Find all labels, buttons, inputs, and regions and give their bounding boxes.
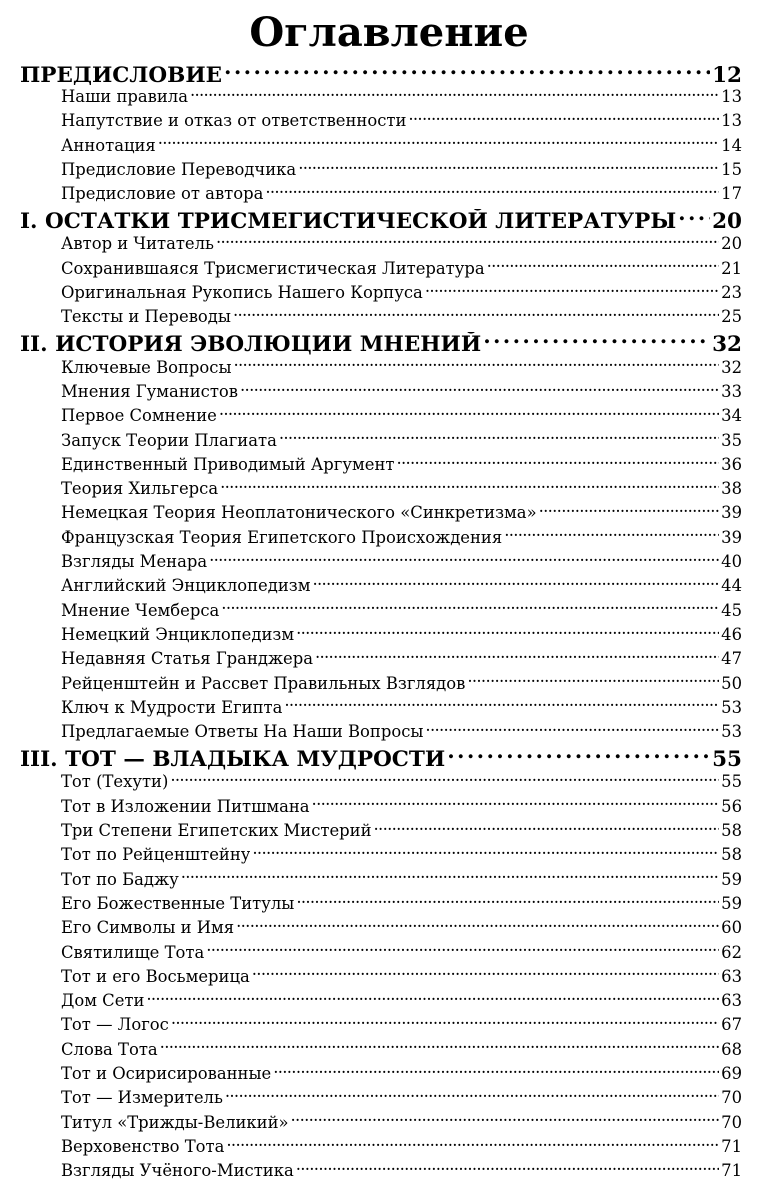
toc-entry-title: Запуск Теории Плагиата bbox=[61, 430, 277, 450]
toc-section-entry[interactable] bbox=[20, 453, 742, 477]
toc-section-entry[interactable] bbox=[20, 380, 742, 404]
toc-entry-title: Тексты и Переводы bbox=[61, 307, 231, 327]
toc-page-number: 59 bbox=[721, 893, 742, 913]
toc-section-entry[interactable] bbox=[20, 1159, 742, 1183]
toc-section-entry[interactable] bbox=[20, 281, 742, 305]
toc-page-number: 39 bbox=[721, 503, 742, 523]
toc-page-number: 17 bbox=[721, 184, 742, 204]
toc-entry-title: Английский Энциклопедизм bbox=[61, 576, 311, 596]
dot-leader bbox=[676, 206, 710, 228]
toc-section-entry[interactable] bbox=[20, 404, 742, 428]
toc-entry-title: Рейценштейн и Рассвет Правильных Взглядов bbox=[61, 673, 466, 693]
toc-section-entry[interactable] bbox=[20, 1086, 742, 1110]
dot-leader bbox=[372, 820, 720, 836]
toc-section-entry[interactable] bbox=[20, 550, 742, 574]
toc-section-entry[interactable] bbox=[20, 158, 742, 182]
toc-section-entry[interactable] bbox=[20, 647, 742, 671]
dot-leader bbox=[234, 917, 719, 933]
toc-section-entry[interactable] bbox=[20, 819, 742, 843]
toc-entry-title: Аннотация bbox=[61, 135, 156, 155]
toc-page-number: 39 bbox=[721, 527, 742, 547]
toc-page-number: 68 bbox=[721, 1039, 742, 1059]
dot-leader bbox=[156, 134, 719, 150]
dot-leader bbox=[188, 86, 719, 102]
toc-section-entry[interactable] bbox=[20, 868, 742, 892]
dot-leader bbox=[271, 1063, 719, 1079]
toc-page-number: 69 bbox=[721, 1063, 742, 1083]
toc-page-number: 23 bbox=[721, 283, 742, 303]
dot-leader bbox=[465, 672, 719, 688]
toc-page-number: 53 bbox=[721, 722, 742, 742]
dot-leader bbox=[144, 990, 719, 1006]
toc-entry-title: Сохранившаяся Трисмегистическая Литература bbox=[61, 258, 485, 278]
toc-chapter-entry[interactable] bbox=[20, 744, 742, 770]
toc-page-number: 71 bbox=[721, 1161, 742, 1181]
toc-entry-title: Тот — Измеритель bbox=[61, 1088, 223, 1108]
toc-entry-title: Мнения Гуманистов bbox=[61, 381, 239, 401]
toc-page-number: 33 bbox=[721, 381, 742, 401]
toc-page-number: 14 bbox=[721, 135, 742, 155]
dot-leader bbox=[232, 356, 720, 372]
toc-page-number: 15 bbox=[721, 159, 742, 179]
toc-section-entry[interactable] bbox=[20, 182, 742, 206]
dot-leader bbox=[294, 624, 719, 640]
toc-section-entry[interactable] bbox=[20, 429, 742, 453]
toc-entry-title: Тот в Изложении Питшмана bbox=[61, 796, 310, 816]
toc-page-number: 25 bbox=[721, 307, 742, 327]
toc-page-number: 38 bbox=[721, 479, 742, 499]
dot-leader bbox=[294, 1160, 719, 1176]
toc-entry-title: Верховенство Тота bbox=[61, 1136, 225, 1156]
dot-leader bbox=[231, 306, 719, 322]
toc-page-number: 13 bbox=[721, 87, 742, 106]
dot-leader bbox=[406, 110, 719, 126]
toc-section-entry[interactable] bbox=[20, 134, 742, 158]
toc-entry-title: Предлагаемые Ответы На Наши Вопросы bbox=[61, 722, 424, 742]
toc-page-number: 56 bbox=[721, 796, 742, 816]
dot-leader bbox=[423, 721, 719, 737]
toc-page-number: 59 bbox=[721, 869, 742, 889]
dot-leader bbox=[158, 1038, 719, 1054]
dot-leader bbox=[179, 868, 719, 884]
toc-entry-title: Его Божественные Титулы bbox=[61, 893, 295, 913]
toc-entry-title: Взгляды Менара bbox=[61, 552, 208, 572]
toc-entry-title: Ключевые Вопросы bbox=[61, 357, 232, 377]
toc-section-entry[interactable] bbox=[20, 1013, 742, 1037]
toc-page-number: 58 bbox=[721, 821, 742, 841]
dot-leader bbox=[250, 844, 719, 860]
toc-section-entry[interactable] bbox=[20, 1111, 742, 1135]
toc-section-entry[interactable] bbox=[20, 257, 742, 281]
toc-entry-title: II. ИСТОРИЯ ЭВОЛЮЦИИ МНЕНИЙ bbox=[20, 332, 482, 356]
toc-page-number: 63 bbox=[721, 966, 742, 986]
toc-section-entry[interactable] bbox=[20, 623, 742, 647]
toc-entry-title: Оригинальная Рукопись Нашего Корпуса bbox=[61, 283, 423, 303]
toc-page-number: 20 bbox=[721, 234, 742, 254]
toc-entry-title: Недавняя Статья Гранджера bbox=[61, 649, 313, 669]
toc-entry-title: Тот по Рейценштейну bbox=[61, 845, 251, 865]
toc-entry-title: Автор и Читатель bbox=[61, 234, 214, 254]
toc-page-number: 46 bbox=[721, 624, 742, 644]
toc-chapter-entry[interactable] bbox=[20, 206, 742, 232]
toc-section-entry[interactable] bbox=[20, 1135, 742, 1159]
dot-leader bbox=[502, 526, 719, 542]
toc-section-entry[interactable] bbox=[20, 477, 742, 501]
toc-page-number: 40 bbox=[721, 552, 742, 572]
toc-chapter-entry[interactable] bbox=[20, 60, 742, 85]
toc-section-entry[interactable] bbox=[20, 501, 742, 525]
dot-leader bbox=[289, 1111, 720, 1127]
toc-section-entry[interactable] bbox=[20, 795, 742, 819]
toc-section-entry[interactable] bbox=[20, 574, 742, 598]
toc-page-number: 60 bbox=[721, 918, 742, 938]
toc-entry-title: Тот по Баджу bbox=[61, 869, 179, 889]
toc-entry-title: Мнение Чемберса bbox=[61, 600, 220, 620]
dot-leader bbox=[423, 282, 719, 298]
toc-entry-title: Тот и Осирисированные bbox=[61, 1063, 272, 1083]
toc-section-entry[interactable] bbox=[20, 1062, 742, 1086]
toc-page-number: 63 bbox=[721, 991, 742, 1011]
toc-entry-title: Первое Сомнение bbox=[61, 406, 217, 426]
dot-leader bbox=[169, 1014, 719, 1030]
toc-entry-title: Взгляды Учёного-Мистика bbox=[61, 1161, 294, 1181]
toc-section-entry[interactable] bbox=[20, 305, 742, 329]
toc-entry-title: Тот — Логос bbox=[61, 1015, 169, 1035]
dot-leader bbox=[282, 696, 719, 712]
toc-section-entry[interactable] bbox=[20, 770, 742, 794]
dot-leader bbox=[310, 795, 720, 811]
toc-page-number: 21 bbox=[721, 258, 742, 278]
dot-leader bbox=[294, 893, 719, 909]
toc-page-number: 70 bbox=[721, 1088, 742, 1108]
toc-entry-title: Предисловие Переводчика bbox=[61, 159, 297, 179]
toc-section-entry[interactable] bbox=[20, 989, 742, 1013]
toc-page-number: 55 bbox=[721, 772, 742, 792]
toc-section-entry[interactable] bbox=[20, 599, 742, 623]
toc-page-number: 35 bbox=[721, 430, 742, 450]
toc-entry-title: ПРЕДИСЛОВИЕ bbox=[20, 62, 223, 85]
toc-page-number: 36 bbox=[721, 454, 742, 474]
dot-leader bbox=[296, 159, 719, 175]
toc-page-number: 62 bbox=[721, 942, 742, 962]
dot-leader bbox=[218, 478, 719, 494]
dot-leader bbox=[224, 1135, 719, 1151]
toc-page-number: 70 bbox=[721, 1112, 742, 1132]
dot-leader bbox=[238, 381, 719, 397]
toc-entry-title: Ключ к Мудрости Египта bbox=[61, 697, 283, 717]
toc-section-entry[interactable] bbox=[20, 672, 742, 696]
toc-section-entry[interactable] bbox=[20, 965, 742, 989]
toc-section-entry[interactable] bbox=[20, 232, 742, 256]
toc-entry-title: III. ТОТ — ВЛАДЫКА МУДРОСТИ bbox=[20, 746, 446, 771]
toc-section-entry[interactable] bbox=[20, 916, 742, 940]
toc-page-number: 32 bbox=[712, 332, 742, 356]
toc-section-entry[interactable] bbox=[20, 526, 742, 550]
dot-leader bbox=[217, 405, 719, 421]
toc-section-entry[interactable] bbox=[20, 356, 742, 380]
toc-page-number: 53 bbox=[721, 697, 742, 717]
toc-section-entry[interactable] bbox=[20, 85, 742, 109]
toc-entry-title: Святилище Тота bbox=[61, 942, 205, 962]
table-of-contents bbox=[20, 60, 742, 1183]
toc-entry-title: Французская Теория Египетского Происхождения bbox=[61, 527, 503, 547]
dot-leader bbox=[204, 941, 719, 957]
toc-entry-title: Немецкий Энциклопедизм bbox=[61, 624, 295, 644]
toc-section-entry[interactable] bbox=[20, 892, 742, 916]
toc-page-number: 58 bbox=[721, 845, 742, 865]
dot-leader bbox=[250, 965, 719, 981]
dot-leader bbox=[214, 233, 719, 249]
toc-page-number: 13 bbox=[721, 111, 742, 131]
toc-page-number: 32 bbox=[721, 357, 742, 377]
dot-leader bbox=[481, 330, 710, 352]
toc-entry-title: Тот (Техути) bbox=[61, 772, 169, 792]
dot-leader bbox=[310, 575, 719, 591]
toc-page-number: 50 bbox=[721, 673, 742, 693]
toc-entry-title: Тот и его Восьмерица bbox=[61, 966, 250, 986]
toc-page-number: 71 bbox=[721, 1136, 742, 1156]
toc-page-number: 12 bbox=[712, 62, 742, 85]
toc-entry-title: Слова Тота bbox=[61, 1039, 158, 1059]
toc-entry-title: Напутствие и отказ от ответственности bbox=[61, 111, 407, 131]
dot-leader bbox=[219, 599, 719, 615]
toc-entry-title: Предисловие от автора bbox=[61, 184, 264, 204]
toc-entry-title: Наши правила bbox=[61, 87, 188, 106]
toc-entry-title: Единственный Приводимый Аргумент bbox=[61, 454, 395, 474]
toc-entry-title: Три Степени Египетских Мистерий bbox=[61, 821, 372, 841]
toc-page-number: 47 bbox=[721, 649, 742, 669]
page-title: Оглавление bbox=[249, 9, 529, 56]
toc-entry-title: Его Символы и Имя bbox=[61, 918, 235, 938]
toc-entry-title: Титул «Трижды-Великий» bbox=[61, 1112, 289, 1132]
toc-entry-title: I. ОСТАТКИ ТРИСМЕГИСТИЧЕСКОЙ ЛИТЕРАТУРЫ bbox=[20, 208, 677, 233]
toc-page-number: 44 bbox=[721, 576, 742, 596]
toc-section-entry[interactable] bbox=[20, 109, 742, 133]
toc-section-entry[interactable] bbox=[20, 843, 742, 867]
dot-leader bbox=[207, 551, 719, 567]
toc-section-entry[interactable] bbox=[20, 1038, 742, 1062]
toc-page-number: 20 bbox=[712, 208, 742, 233]
toc-page-number: 34 bbox=[721, 406, 742, 426]
toc-page-number: 67 bbox=[721, 1015, 742, 1035]
toc-section-entry[interactable] bbox=[20, 720, 742, 744]
toc-entry-title: Теория Хильгерса bbox=[61, 479, 219, 499]
dot-leader bbox=[168, 771, 719, 787]
dot-leader bbox=[394, 453, 719, 469]
dot-leader bbox=[277, 429, 719, 445]
toc-entry-title: Дом Сети bbox=[61, 991, 145, 1011]
dot-leader bbox=[313, 648, 719, 664]
dot-leader bbox=[223, 1087, 719, 1103]
toc-entry-title: Немецкая Теория Неоплатонического «Синкретизма» bbox=[61, 503, 537, 523]
dot-leader bbox=[222, 60, 710, 82]
dot-leader bbox=[537, 502, 720, 518]
dot-leader bbox=[263, 183, 719, 199]
toc-page-number: 55 bbox=[712, 746, 742, 771]
dot-leader bbox=[485, 257, 720, 273]
toc-chapter-entry[interactable] bbox=[20, 330, 742, 356]
dot-leader bbox=[445, 744, 710, 766]
toc-section-entry[interactable] bbox=[20, 696, 742, 720]
toc-section-entry[interactable] bbox=[20, 941, 742, 965]
toc-page-number: 45 bbox=[721, 600, 742, 620]
